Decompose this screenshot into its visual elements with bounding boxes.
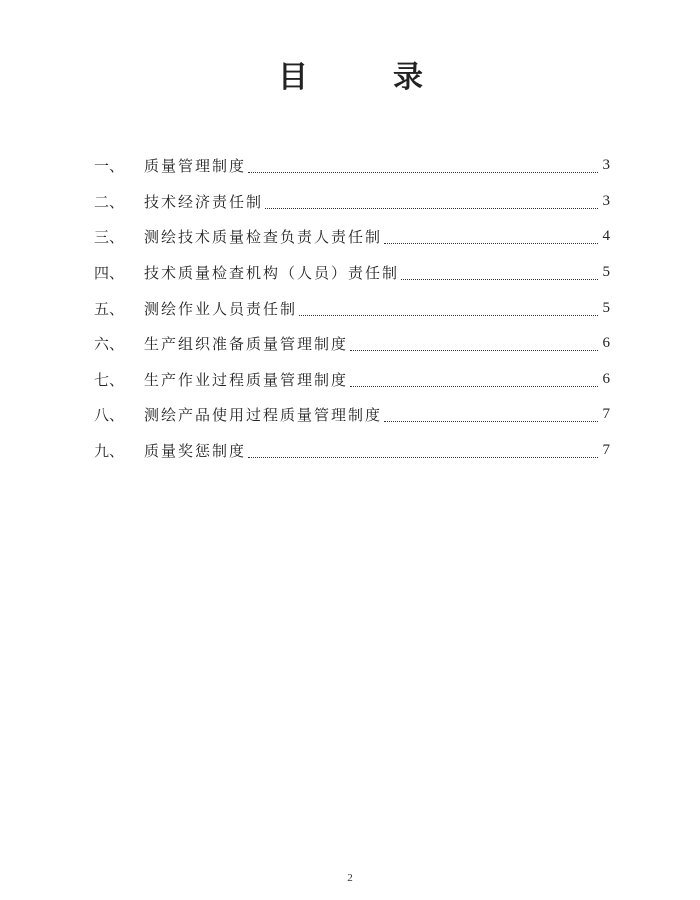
toc-entry-number: 三、 (94, 228, 125, 247)
toc-dot-leader (401, 265, 598, 280)
toc-title (0, 58, 700, 106)
toc-entry-page: 3 (602, 157, 610, 174)
toc-entry-number: 五、 (94, 299, 125, 318)
toc-entry-7[interactable] (94, 362, 610, 398)
toc-entry-5[interactable] (94, 290, 610, 326)
toc-dot-leader (248, 158, 598, 173)
toc-entry-page: 5 (602, 264, 610, 281)
toc-entry-label: 质量奖惩制度 (144, 442, 247, 461)
toc-entry-9[interactable] (94, 433, 610, 469)
toc-entry-4[interactable] (94, 255, 610, 291)
toc-entry-label: 生产组织准备质量管理制度 (144, 335, 349, 354)
toc-entry-number: 八、 (94, 406, 125, 425)
toc-entry-1[interactable] (94, 148, 610, 184)
toc-entry-page: 3 (602, 192, 610, 209)
toc-dot-leader (350, 336, 598, 351)
toc-entry-label: 测绘作业人员责任制 (144, 299, 298, 318)
toc-entry-2[interactable] (94, 184, 610, 220)
toc-entry-label: 测绘技术质量检查负责人责任制 (144, 228, 383, 247)
toc-dot-leader (248, 443, 598, 458)
title-char-1: 目 (278, 60, 308, 95)
toc-entry-8[interactable] (94, 397, 610, 433)
toc-entry-6[interactable] (94, 326, 610, 362)
toc-dot-leader (384, 407, 598, 422)
toc-entry-number: 九、 (94, 442, 125, 461)
title-char-2: 录 (393, 60, 423, 95)
toc-entry-number: 六、 (94, 335, 125, 354)
toc-entry-number: 四、 (94, 264, 125, 283)
toc-entry-label: 技术经济责任制 (144, 192, 264, 211)
toc-entry-3[interactable] (94, 219, 610, 255)
toc-entry-label: 生产作业过程质量管理制度 (144, 370, 349, 389)
toc-entry-page: 5 (602, 299, 610, 316)
toc-entry-number: 七、 (94, 370, 125, 389)
toc-entry-label: 技术质量检查机构（人员）责任制 (144, 264, 400, 283)
toc-entry-number: 一、 (94, 157, 125, 176)
toc-entry-number: 二、 (94, 192, 125, 211)
toc-entry-page: 4 (602, 228, 610, 245)
toc-entry-page: 7 (602, 442, 610, 459)
toc-entry-page: 6 (602, 370, 610, 387)
toc-entry-label: 质量管理制度 (144, 157, 247, 176)
toc-dot-leader (299, 301, 598, 316)
toc-dot-leader (384, 229, 598, 244)
page-number: 2 (347, 872, 353, 884)
toc-entry-page: 6 (602, 335, 610, 352)
table-of-contents (94, 148, 610, 468)
toc-dot-leader (265, 194, 598, 209)
toc-entry-label: 测绘产品使用过程质量管理制度 (144, 406, 383, 425)
toc-dot-leader (350, 372, 598, 387)
toc-entry-page: 7 (602, 406, 610, 423)
